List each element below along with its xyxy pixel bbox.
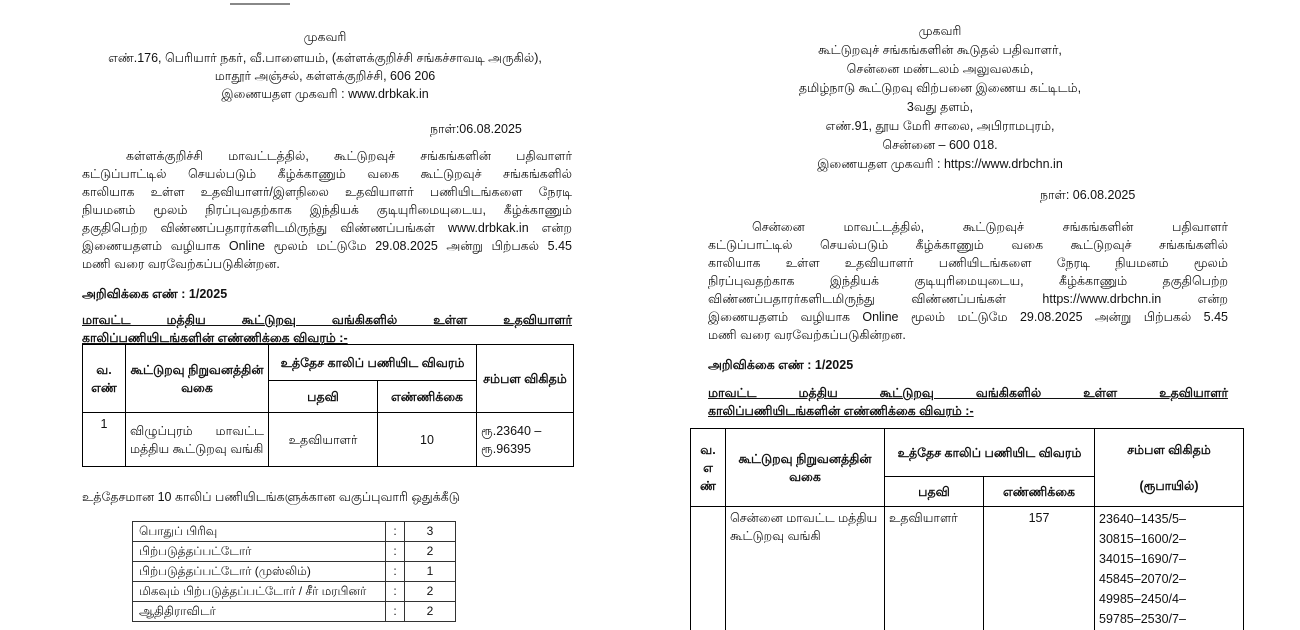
right-date: நாள்: 06.08.2025	[1040, 188, 1136, 202]
right-vacancy-table	[690, 428, 1244, 630]
left-vacancy-table	[82, 344, 574, 467]
table-row	[691, 507, 1244, 630]
cell-type: விழுப்புரம் மாவட்ட மத்திய கூட்டுறவு வங்கி	[126, 413, 269, 467]
paragraph-line: கள்ளக்குறிச்சி மாவட்டத்தில், கூட்டுறவுச் சங்கங்களின் பதிவாளர்	[126, 149, 572, 163]
paragraph-line: இணையதளம் வழியாக Online மூலம் மட்டுமே 29.08.2025 அன்று பிற்பகல் 5.45	[82, 239, 572, 253]
right-address-line-1: கூட்டுறவுச் சங்கங்களின் கூடுதல் பதிவாளர்,	[818, 43, 1062, 57]
right-address-line-6: சென்னை – 600 018.	[882, 138, 998, 152]
left-notice-number: அறிவிக்கை எண் : 1/2025	[82, 287, 228, 301]
col-pay-header: சம்பள விகிதம் (ரூபாயில்)	[1095, 429, 1244, 507]
paragraph-line: காலியாக உள்ள உதவியாளர்/இளநிலை உதவியாளர் பணியிடங்களை நேரடி	[82, 185, 572, 199]
left-table-title: மாவட்ட மத்திய கூட்டுறவு வங்கிகளில் உள்ள உதவியாளர் காலிப்பணியிடங்களின் எண்ணிக்கை விவரம் :-	[82, 313, 572, 345]
col-post-header: பதவி	[269, 381, 378, 413]
right-table-title: மாவட்ட மத்திய கூட்டுறவு வங்கிகளில் உள்ள உதவியாளர் காலிப்பணியிடங்களின் எண்ணிக்கை விவரம் :-	[708, 386, 1228, 418]
left-paragraph	[82, 147, 572, 273]
paragraph-line: சென்னை மாவட்டத்தில், கூட்டுறவுச் சங்கங்களின் பதிவாளர்	[752, 220, 1228, 234]
cell-count: 157	[984, 507, 1095, 630]
cell-pay: ரூ.23640 – ரூ.96395	[477, 413, 574, 467]
paragraph-line: இணையதளம் வழியாக Online மூலம் மட்டுமே 29.08.2025 அன்று பிற்பகல் 5.45	[708, 310, 1228, 324]
cell-sno: 1	[83, 413, 126, 467]
paragraph-line: விண்ணப்பதாரர்களிடமிருந்து விண்ணப்பங்கள் https://www.drbchn.in என்ற	[708, 292, 1228, 306]
right-address-line-5: எண்.91, தூய மேரி சாலை, அபிராமபுரம்,	[825, 119, 1055, 133]
cropped-letterhead	[210, 0, 310, 5]
right-website: இணையதள முகவரி : https://www.drbchn.in	[817, 157, 1063, 171]
left-date: நாள்:06.08.2025	[430, 122, 522, 136]
col-count-header: எண்ணிக்கை	[984, 477, 1095, 507]
right-notice-page	[650, 0, 1300, 630]
col-post-header: பதவி	[885, 477, 984, 507]
right-address-line-4: 3வது தளம்,	[906, 100, 974, 114]
quota-row: பிற்படுத்தப்பட்டோர் : 2	[133, 542, 456, 562]
cell-post: உதவியாளர்	[885, 507, 984, 630]
col-vacancy-header: உத்தேச காலிப் பணியிட விவரம்	[885, 429, 1095, 477]
left-website: இணையதள முகவரி : www.drbkak.in	[221, 87, 429, 101]
col-sno-header: வ. எ ண்	[691, 429, 726, 507]
col-type-header: கூட்டுறவு நிறுவனத்தின் வகை	[126, 345, 269, 413]
paragraph-line: தகுதிபெற்ற விண்ணப்பதாரர்களிடமிருந்து விண்ணப்பங்கள் www.drbkak.in என்ற	[82, 221, 572, 235]
quota-row: பிற்படுத்தப்பட்டோர் (முஸ்லிம்) : 1	[133, 562, 456, 582]
right-heading: முகவரி	[918, 24, 962, 38]
paragraph-line: மணி வரை வரவேற்கப்படுகின்றன.	[708, 328, 906, 342]
cell-type: சென்னை மாவட்ட மத்திய கூட்டுறவு வங்கி	[726, 507, 885, 630]
paragraph-line: கட்டுப்பாட்டில் செயல்படும் கீழ்க்காணும் வகை கூட்டுறவுச் சங்கங்களில்	[708, 238, 1228, 252]
col-vacancy-header: உத்தேச காலிப் பணியிட விவரம்	[269, 345, 477, 381]
left-address-line-1: எண்.176, பெரியார் நகர், வீ.பாளையம், (கள்ளக்குறிச்சி சங்கச்சாவடி அருகில்),	[108, 51, 542, 65]
paragraph-line: காலியாக உள்ள உதவியாளர் பணியிடங்களை நேரடி நியமனம் மூலம்	[708, 256, 1228, 270]
cell-pay: 23640–1435/5– 30815–1600/2– 34015–1690/7– 45845–2070/2– 49985–2450/4– 59785–2530/7–	[1095, 507, 1244, 630]
cell-post: உதவியாளர்	[269, 413, 378, 467]
left-heading: முகவரி	[303, 30, 347, 44]
col-pay-header: சம்பள விகிதம்	[477, 345, 574, 413]
right-address-line-3: தமிழ்நாடு கூட்டுறவு விற்பனை இணைய கட்டிடம்,	[798, 81, 1082, 95]
left-quota-title: உத்தேசமான 10 காலிப் பணியிடங்களுக்கான வகுப்புவாரி ஒதுக்கீடு	[82, 490, 460, 504]
cell-count: 10	[378, 413, 477, 467]
quota-row: பொதுப் பிரிவு : 3	[133, 522, 456, 542]
left-address-line-2: மாதூர் அஞ்சல், கள்ளக்குறிச்சி, 606 206	[214, 69, 436, 83]
paragraph-line: மணி வரை வரவேற்கப்படுகின்றன.	[82, 257, 280, 271]
col-type-header: கூட்டுறவு நிறுவனத்தின் வகை	[726, 429, 885, 507]
cell-sno	[691, 507, 726, 630]
quota-row: ஆதிதிராவிடர் : 2	[133, 602, 456, 622]
right-notice-number: அறிவிக்கை எண் : 1/2025	[708, 358, 854, 372]
right-paragraph	[708, 218, 1228, 344]
paragraph-line: கட்டுப்பாட்டில் செயல்படும் கீழ்க்காணும் வகை கூட்டுறவுச் சங்கங்களில்	[82, 167, 572, 181]
paragraph-line: நியமனம் மூலம் நிரப்புவதற்காக இந்தியக் குடியுரிமையுடைய, கீழ்க்காணும்	[82, 203, 572, 217]
right-address-line-2: சென்னை மண்டலம் அலுவலகம்,	[846, 62, 1034, 76]
col-count-header: எண்ணிக்கை	[378, 381, 477, 413]
paragraph-line: நிரப்புவதற்காக இந்தியக் குடியுரிமையுடைய, கீழ்க்காணும் தகுதிபெற்ற	[708, 274, 1228, 288]
table-row	[83, 413, 574, 467]
col-sno-header: வ. எண்	[83, 345, 126, 413]
quota-row: மிகவும் பிற்படுத்தப்பட்டோர் / சீர் மரபினர் : 2	[133, 582, 456, 602]
left-quota-table	[132, 521, 456, 622]
